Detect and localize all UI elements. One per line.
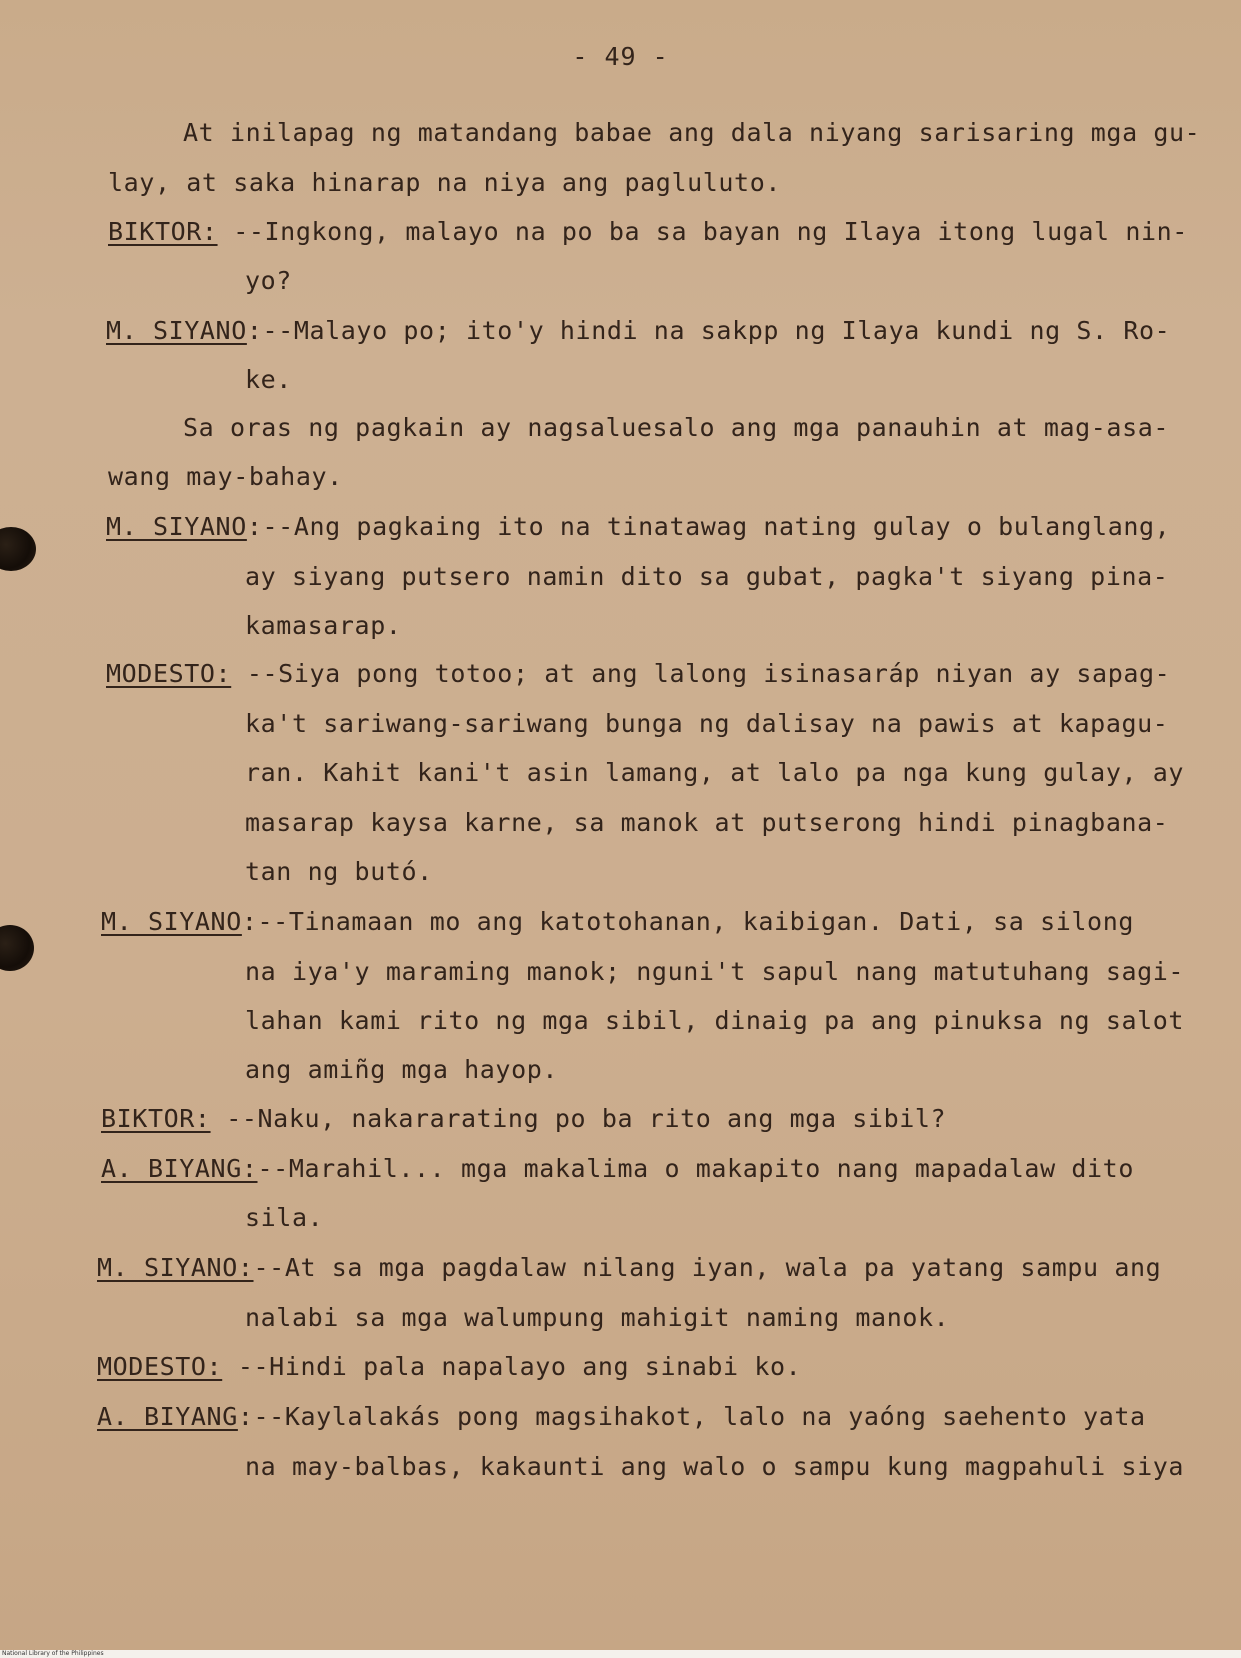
text-line	[101, 1154, 1134, 1183]
line-text: nalabi sa mga walumpung mahigit naming manok.	[245, 1303, 950, 1332]
text-line	[97, 1402, 1146, 1431]
footer-strip	[0, 1650, 1241, 1658]
text-line	[108, 217, 1188, 246]
line-text: wang may-bahay.	[108, 462, 343, 491]
page-number: - 49 -	[572, 42, 669, 71]
speaker-name: A. BIYANG	[97, 1402, 238, 1431]
binder-hole-top	[0, 527, 36, 571]
text-line	[245, 857, 433, 886]
line-text: ka't sariwang-sariwang bunga ng dalisay na pawis at kapagu-	[245, 709, 1169, 738]
text-line	[245, 1452, 1184, 1481]
text-line	[245, 1303, 949, 1332]
line-text: yo?	[245, 266, 292, 295]
line-text: na may-balbas, kakaunti ang walo o sampu kung magpahuli siya	[245, 1452, 1185, 1481]
line-text: tan ng butó.	[245, 857, 433, 886]
line-text: sila.	[245, 1203, 324, 1232]
footer-credit: National Library of the Philippines	[2, 1650, 104, 1657]
binder-hole-bottom	[0, 925, 34, 971]
line-text: --Ingkong, malayo na po ba sa bayan ng Ilaya itong lugal nin-	[217, 217, 1188, 246]
text-line	[245, 611, 402, 640]
speaker-name: MODESTO:	[106, 659, 232, 688]
text-line	[106, 316, 1170, 345]
speaker-name: M. SIYANO:	[97, 1253, 254, 1282]
text-line	[245, 957, 1184, 986]
text-line	[245, 808, 1168, 837]
text-line	[108, 168, 781, 197]
line-text: ke.	[245, 365, 292, 394]
speaker-name: M. SIYANO	[106, 316, 247, 345]
line-text: :--Kaylalakás pong magsihakot, lalo na yaóng saehento yata	[237, 1402, 1146, 1431]
line-text: :--Malayo po; ito'y hindi na sakpp ng Ilaya kundi ng S. Ro-	[246, 316, 1171, 345]
text-line	[245, 1006, 1184, 1035]
text-line	[245, 758, 1184, 787]
text-line	[106, 659, 1170, 688]
text-line	[101, 1104, 946, 1133]
line-text: --Marahil... mga makalima o makapito nang mapadalaw dito	[257, 1154, 1134, 1183]
line-text: --Naku, nakararating po ba rito ang mga sibil?	[210, 1104, 947, 1133]
text-line	[183, 413, 1169, 442]
speaker-name: MODESTO:	[97, 1352, 223, 1381]
text-line	[97, 1352, 801, 1381]
line-text: lay, at saka hinarap na niya ang pagluluto.	[108, 168, 782, 197]
line-text: lahan kami rito ng mga sibil, dinaig pa ang pinuksa ng salot	[245, 1006, 1185, 1035]
text-line	[245, 365, 292, 394]
line-text: --Hindi pala napalayo ang sinabi ko.	[222, 1352, 802, 1381]
speaker-name: M. SIYANO	[101, 907, 242, 936]
text-line	[106, 512, 1170, 541]
line-text: Sa oras ng pagkain ay nagsaluesalo ang mga panauhin at mag-asa-	[183, 413, 1170, 442]
text-line	[245, 1203, 323, 1232]
text-line	[97, 1253, 1161, 1282]
speaker-name: BIKTOR:	[108, 217, 218, 246]
text-line	[245, 266, 292, 295]
line-text: :--Ang pagkaing ito na tinatawag nating gulay o bulanglang,	[246, 512, 1171, 541]
line-text: --Siya pong totoo; at ang lalong isinasaráp niyan ay sapag-	[231, 659, 1171, 688]
text-line	[101, 907, 1134, 936]
line-text: At inilapag ng matandang babae ang dala niyang sarisaring mga gu-	[183, 118, 1201, 147]
text-line	[108, 462, 343, 491]
text-line	[183, 118, 1200, 147]
speaker-name: M. SIYANO	[106, 512, 247, 541]
line-text: :--Tinamaan mo ang katotohanan, kaibigan. Dati, sa silong	[241, 907, 1134, 936]
line-text: ang amiñg mga hayop.	[245, 1055, 559, 1084]
speaker-name: BIKTOR:	[101, 1104, 211, 1133]
line-text: na iya'y maraming manok; nguni't sapul nang matutuhang sagi-	[245, 957, 1185, 986]
line-text: ay siyang putsero namin dito sa gubat, pagka't siyang pina-	[245, 562, 1169, 591]
speaker-name: A. BIYANG:	[101, 1154, 258, 1183]
line-text: masarap kaysa karne, sa manok at putserong hindi pinagbana-	[245, 808, 1169, 837]
text-line	[245, 709, 1168, 738]
text-line	[245, 562, 1168, 591]
text-line	[245, 1055, 558, 1084]
line-text: ran. Kahit kani't asin lamang, at lalo pa nga kung gulay, ay	[245, 758, 1185, 787]
line-text: --At sa mga pagdalaw nilang iyan, wala pa yatang sampu ang	[253, 1253, 1162, 1282]
line-text: kamasarap.	[245, 611, 402, 640]
